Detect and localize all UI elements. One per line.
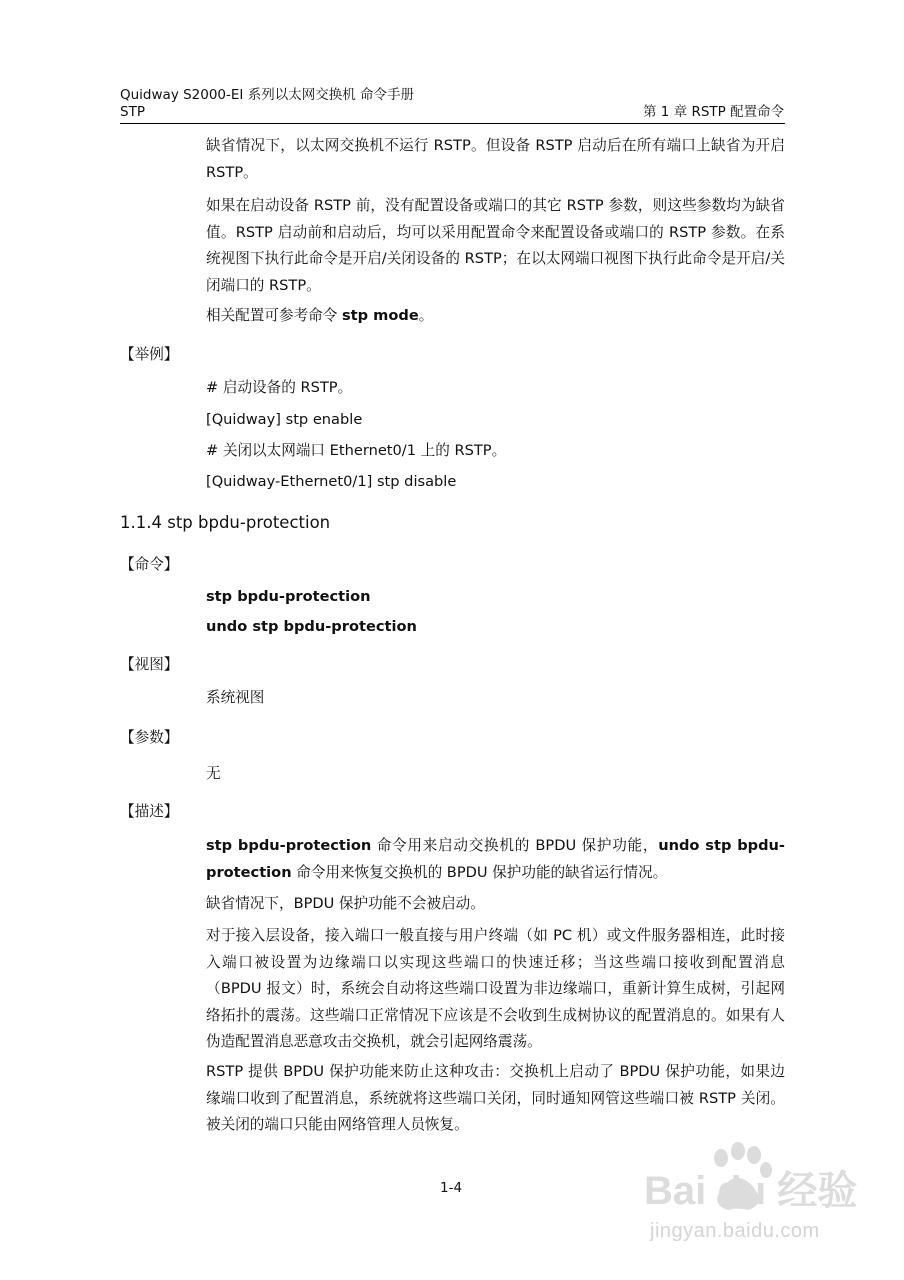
description-paragraph-4: RSTP 提供 BPDU 保护功能来防止这种攻击：交换机上启动了 BPDU 保护功能，如果边缘端口收到了配置消息，系统就将这些端口关闭，同时通知网管这些端口被 RSTP 关闭。被关闭的端口只能由网络管理人员恢复。 <box>206 1063 785 1133</box>
description-paragraph-1: stp bpdu-protection 命令用来启动交换机的 BPDU 保护功能，undo stp bpdu-protection 命令用来恢复交换机的 BPDU 保护功能的缺省运行情况。 <box>206 837 785 881</box>
paragraph-related-config: 相关配置可参考命令 stp mode。 <box>206 307 434 324</box>
section-heading: 1.1.4 stp bpdu-protection <box>120 513 331 532</box>
page-number: 1-4 <box>440 1180 463 1196</box>
watermark-url: jingyan.baidu.com <box>650 1220 820 1242</box>
view-label: 【视图】 <box>120 656 179 673</box>
example-comment-1: # 启动设备的 RSTP。 <box>206 379 353 396</box>
related-command: stp mode <box>341 307 419 324</box>
paragraph-rstp-params: 如果在启动设备 RSTP 前，没有配置设备或端口的其它 RSTP 参数，则这些参数均为缺省值。RSTP 启动前和启动后，均可以采用配置命令来配置设备或端口的 RSTP 参数。在系统视图下执行此命令是开启/关闭设备的 RSTP；在以太网端口视图下执行此命令是开启/关闭端口的 RSTP。 <box>206 197 785 294</box>
command-syntax-1: stp bpdu-protection <box>206 588 371 605</box>
paw-toe-1 <box>714 1149 728 1167</box>
view-value: 系统视图 <box>206 689 265 706</box>
example-command-1: [Quidway] stp enable <box>206 411 363 428</box>
header-chapter: 第 1 章 RSTP 配置命令 <box>643 104 785 120</box>
paw-toe-2 <box>731 1142 745 1160</box>
example-command-2: [Quidway-Ethernet0/1] stp disable <box>206 473 457 490</box>
paw-toe-3 <box>747 1146 761 1164</box>
example-comment-2: # 关闭以太网端口 Ethernet0/1 上的 RSTP。 <box>206 442 507 459</box>
param-label: 【参数】 <box>120 729 179 746</box>
header-rule <box>120 123 785 124</box>
description-paragraph-3: 对于接入层设备，接入端口一般直接与用户终端（如 PC 机）或文件服务器相连，此时接入端口被设置为边缘端口以实现这些端口的快速迁移；当这些端口接收到配置消息（BPDU 报文）时，系统会自动将这些端口设置为非边缘端口，重新计算生成树，引起网络拓扑的震荡。这些端口正常情况下应该是不会收到生成树协议的配置消息的。如果有人伪造配置消息恶意攻击交换机，就会引起网络震荡。 <box>206 927 785 1050</box>
param-value: 无 <box>206 765 221 782</box>
description-label: 【描述】 <box>120 803 179 820</box>
header-section: STP <box>120 104 145 120</box>
command-label: 【命令】 <box>120 556 179 573</box>
paragraph-rstp-default: 缺省情况下，以太网交换机不运行 RSTP。但设备 RSTP 启动后在所有端口上缺省为开启 RSTP。 <box>206 137 785 181</box>
example-label: 【举例】 <box>120 346 179 363</box>
command-syntax-2: undo stp bpdu-protection <box>206 618 417 635</box>
description-paragraph-2: 缺省情况下，BPDU 保护功能不会被启动。 <box>206 895 485 912</box>
header-title: Quidway S2000-EI 系列以太网交换机 命令手册 <box>120 87 414 103</box>
watermark-logo: Bai du 经验 <box>644 1169 858 1213</box>
